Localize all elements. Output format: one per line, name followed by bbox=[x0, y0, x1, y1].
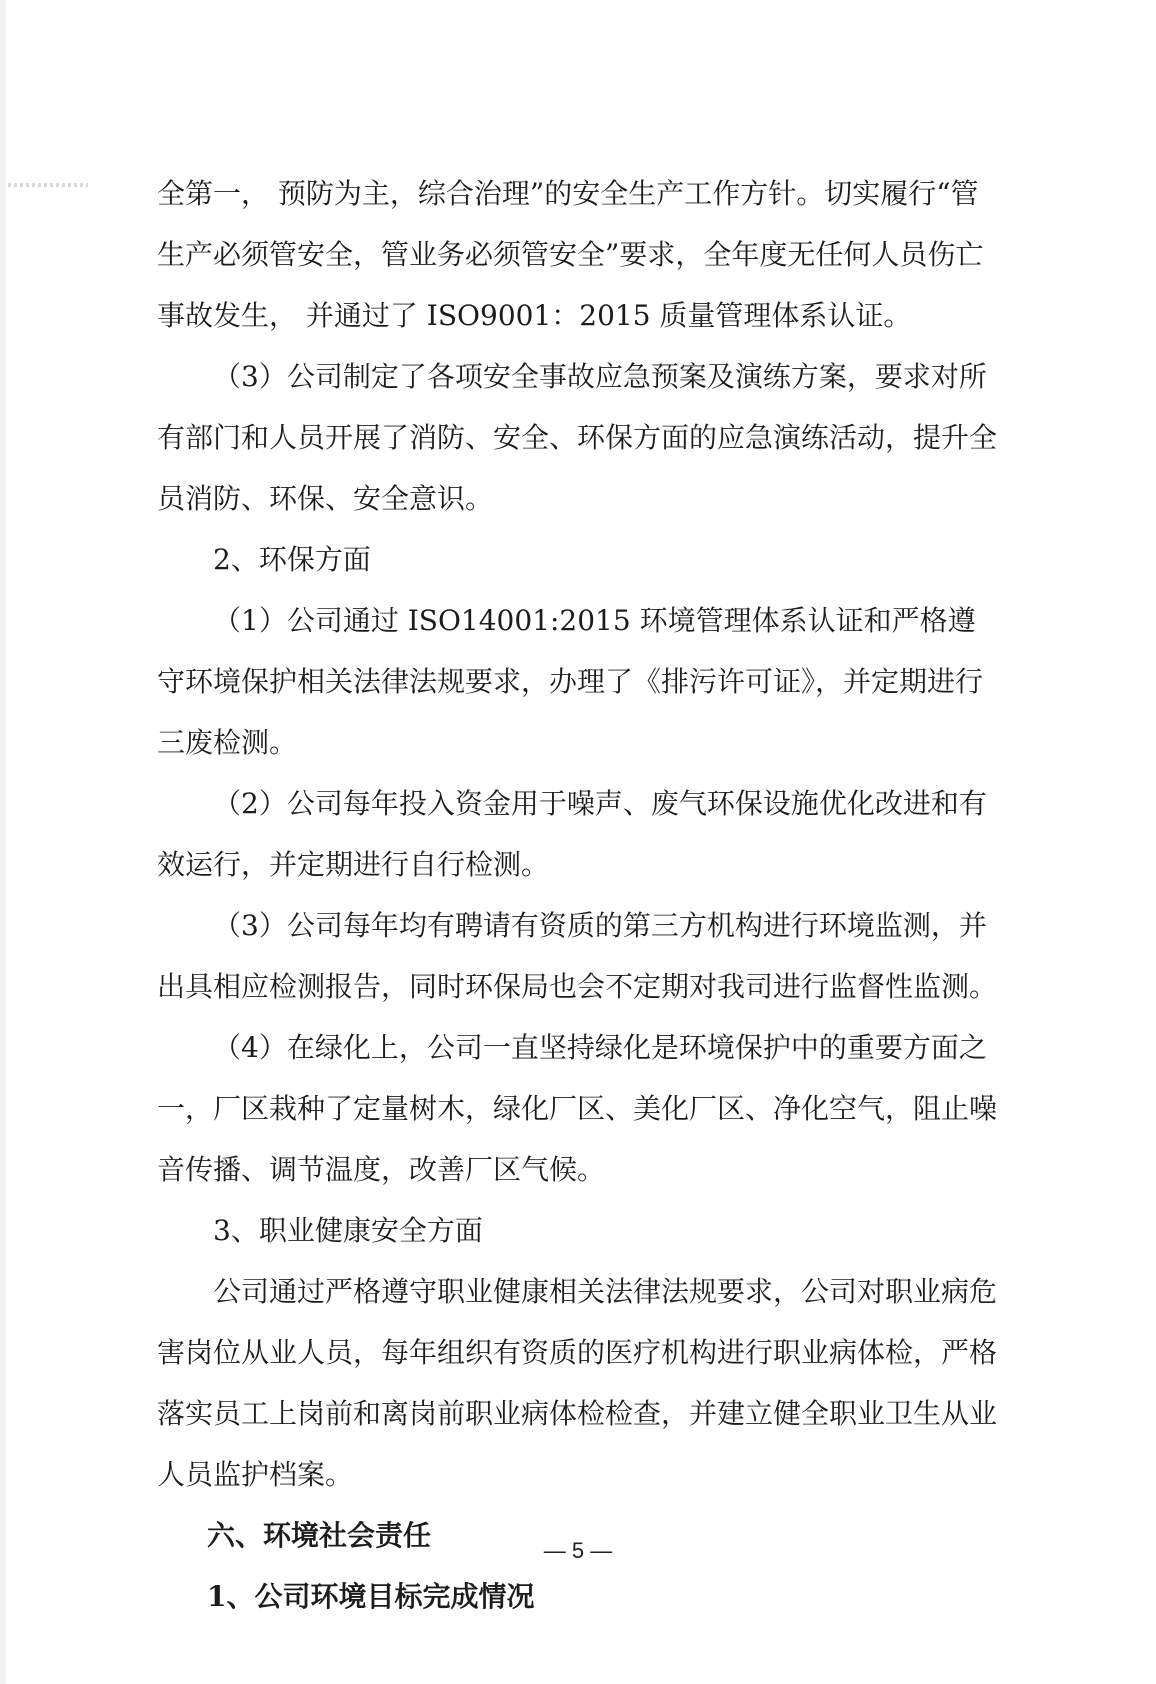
section-environmental-heading: 2、环保方面 bbox=[213, 543, 371, 576]
paragraph-greening: （4）在绿化上，公司一直坚持绿化是环境保护中的重要方面之一，厂区栽种了定量树木，绿化厂区、美化厂区、净化空气，阻止噪音传播、调节温度，改善厂区气候。 bbox=[157, 1031, 998, 1186]
section-occupational-health-heading: 3、职业健康安全方面 bbox=[213, 1214, 483, 1247]
paragraph-third-party-monitoring: （3）公司每年均有聘请有资质的第三方机构进行环境监测，并出具相应检测报告，同时环保局也会不定期对我司进行监督性监测。 bbox=[157, 909, 998, 1003]
scan-artifact bbox=[8, 183, 88, 187]
paragraph-iso14001: （1）公司通过 ISO14001:2015 环境管理体系认证和严格遵守环境保护相关法律法规要求，办理了《排污许可证》，并定期进行三废检测。 bbox=[157, 604, 984, 759]
chapter-heading-environment-social: 六、环境社会责任 bbox=[207, 1519, 432, 1552]
document-body bbox=[157, 163, 997, 1627]
paragraph-safety-policy: 全第一， 预防为主，综合治理”的安全生产工作方针。切实履行“管生产必须管安全，管业务必须管安全”要求，全年度无任何人员伤亡事故发生， 并通过了 ISO9001：2015 质量管理体系认证。 bbox=[157, 177, 984, 332]
subheading-environment-targets: 1、公司环境目标完成情况 bbox=[207, 1580, 535, 1613]
page-number: — 5 — bbox=[543, 1538, 613, 1563]
paragraph-investment: （2）公司每年投入资金用于噪声、废气环保设施优化改进和有效运行，并定期进行自行检测。 bbox=[157, 787, 987, 881]
paragraph-occupational-health: 公司通过严格遵守职业健康相关法律法规要求，公司对职业病危害岗位从业人员，每年组织有资质的医疗机构进行职业病体检，严格落实员工上岗前和离岗前职业病体检检查，并建立健全职业卫生从业人员监护档案。 bbox=[157, 1275, 998, 1491]
paragraph-emergency-plans: （3）公司制定了各项安全事故应急预案及演练方案，要求对所有部门和人员开展了消防、安全、环保方面的应急演练活动，提升全员消防、环保、安全意识。 bbox=[157, 360, 998, 515]
